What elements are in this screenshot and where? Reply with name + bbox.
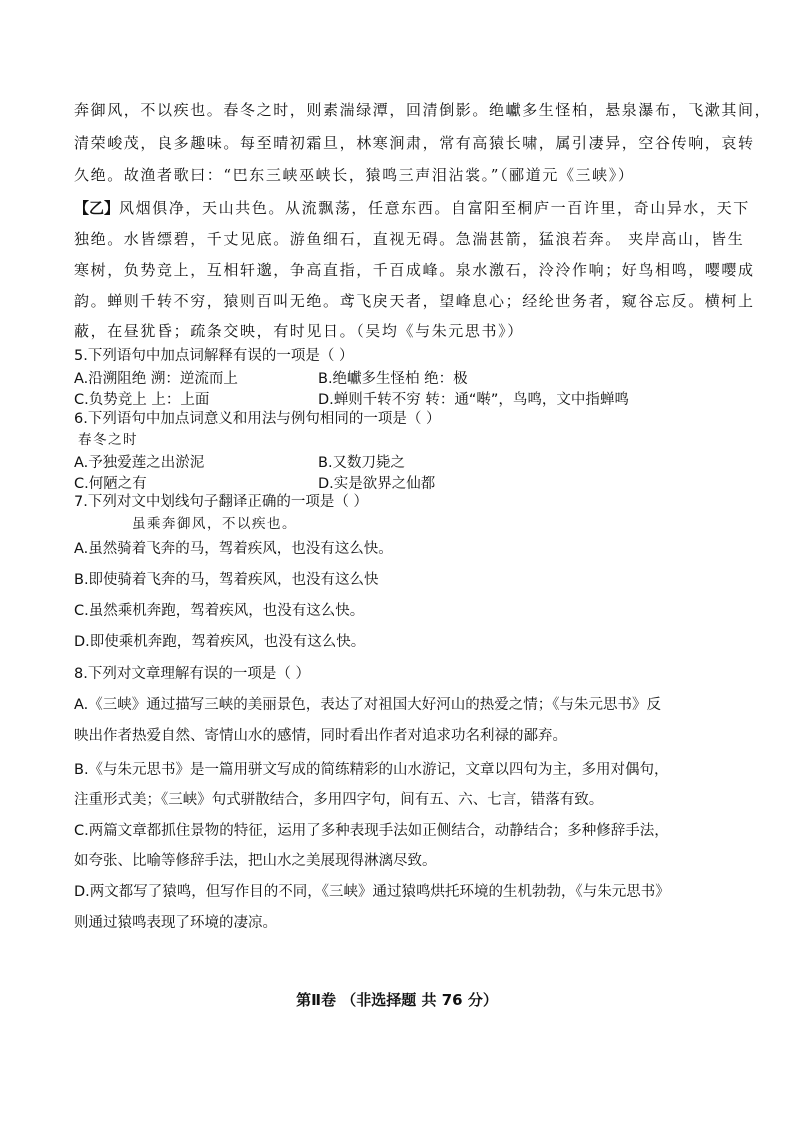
q8-option-d-line-1: D.两文都写了猿鸣，但写作目的不同，《三峡》通过猿鸣烘托环境的生机勃勃，《与朱元思书》 xyxy=(74,884,670,900)
q7-option-c: C.虽然乘机奔跑，驾着疾风，也没有这么快。 xyxy=(74,603,365,619)
q8-option-d-line-2: 则通过猿鸣表现了环境的凄凉。 xyxy=(74,915,277,931)
q8-option-a-line-1: A.《三峡》通过描写三峡的美丽景色，表达了对祖国大好河山的热爱之情；《与朱元思书》反 xyxy=(74,697,662,713)
q8-option-b-line-1: B.《与朱元思书》是一篇用骈文写成的简练精彩的山水游记，文章以四句为主，多用对偶句， xyxy=(74,762,669,778)
q6-option-a: A.予独爱莲之出淤泥 xyxy=(74,455,205,471)
q6-option-b: B.又数刀毙之 xyxy=(318,455,406,471)
q6-option-d: D.实是欲界之仙都 xyxy=(318,476,436,492)
q7-option-d: D.即使乘机奔跑，驾着疾风，也没有这么快。 xyxy=(74,634,366,650)
q8-option-c-line-2: 如夸张、比喻等修辞手法，把山水之美展现得淋漓尽致。 xyxy=(74,853,437,869)
passage-yi-line-3: 寒树，负势竞上，互相轩邈，争高直指，千百成峰。泉水激石，泠泠作响；好鸟相鸣，嘤嘤成 xyxy=(74,261,755,279)
q8-option-b-line-2: 注重形式美；《三峡》句式骈散结合，多用四字句，间有五、六、七言，错落有致。 xyxy=(74,792,604,808)
passage-yi-label: 【乙】 xyxy=(74,199,120,217)
q8-option-a-line-2: 映出作者热爱自然、寄情山水的感情，同时看出作者对追求功名利禄的鄙弃。 xyxy=(74,728,567,744)
passage-yi-line-5: 蔽，在昼犹昏；疏条交映，有时见日。（吴均《与朱元思书》） xyxy=(74,322,524,340)
passage-jia-line-1: 奔御风，不以疾也。春冬之时，则素湍绿潭，回清倒影。绝巘多生怪柏，悬泉瀑布，飞漱其间， xyxy=(74,101,772,119)
q7-option-a: A.虽然骑着飞奔的马，驾着疾风，也没有这么快。 xyxy=(74,541,393,557)
passage-yi-line-4: 韵。蝉则千转不穷，猿则百叫无绝。鸢飞戾天者，望峰息心；经纶世务者，窥谷忘反。横柯上 xyxy=(74,292,755,310)
passage-jia-line-2: 清荣峻茂，良多趣味。每至晴初霜旦，林寒涧肃，常有高猿长啸，属引凄异，空谷传响，哀转 xyxy=(74,134,755,152)
q5-option-a: A.沿溯阻绝 溯：逆流而上 xyxy=(74,371,238,387)
q6-stem: 6.下列语句中加点词意义和用法与例句相同的一项是（ ） xyxy=(74,411,441,427)
q8-stem: 8.下列对文章理解有误的一项是（ ） xyxy=(74,666,310,682)
q6-option-c: C.何陋之有 xyxy=(74,476,147,492)
passage-yi-line-2: 独绝。水皆缥碧，千丈见底。游鱼细石，直视无碍。急湍甚箭，猛浪若奔。 夹岸高山，皆生 xyxy=(74,230,745,248)
q7-stem: 7.下列对文中划线句子翻译正确的一项是（ ） xyxy=(74,494,368,510)
q5-stem: 5.下列语句中加点词解释有误的一项是（ ） xyxy=(74,348,354,364)
passage-yi-line-1 xyxy=(74,198,754,218)
passage-yi-line-1-text: 风烟俱净，天山共色。从流飘荡，任意东西。自富阳至桐庐一百许里，奇山异水，天下 xyxy=(119,199,750,217)
q5-option-b: B.绝巘多生怪柏 绝：极 xyxy=(318,371,468,387)
q5-option-d: D.蝉则千转不穷 转：通“啭”，鸟鸣，文中指蝉鸣 xyxy=(318,392,629,408)
q8-option-c-line-1: C.两篇文章都抓住景物的特征，运用了多种表现手法如正侧结合，动静结合；多种修辞手法， xyxy=(74,823,669,839)
q5-option-c: C.负势竞上 上：上面 xyxy=(74,392,210,408)
passage-jia-line-3: 久绝。故渔者歌曰：“巴东三峡巫峡长，猿鸣三声泪沾裳。”（郦道元《三峡》） xyxy=(74,166,635,184)
q7-sentence: 虽乘奔御风，不以疾也。 xyxy=(132,516,297,532)
section-title: 第Ⅱ卷 （非选择题 共 76 分） xyxy=(296,991,498,1009)
q6-example: 春冬之时 xyxy=(78,432,138,448)
q7-option-b: B.即使骑着飞奔的马，驾着疾风，也没有这么快 xyxy=(74,572,379,588)
